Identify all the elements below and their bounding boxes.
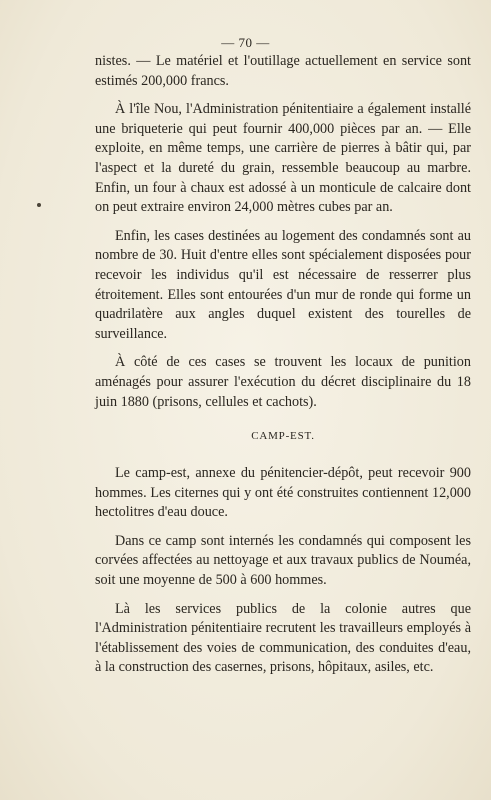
paragraph: Dans ce camp sont internés les condamnés qui composent les corvées affectées au nettoyage et aux travaux publics de Nouméa, soit une moyenne de 500 à 600 hommes. [95,532,471,588]
paragraph: nistes. — Le matériel et l'outillage actuellement en service sont estimés 200,000 francs. [95,53,471,89]
text-block-bottom [95,464,471,687]
paragraph: Le camp-est, annexe du pénitencier-dépôt, peut recevoir 900 hommes. Les citernes qui y ont été construites contiennent 12,000 hectolitres d'eau douce. [95,465,471,521]
ink-spot [37,203,41,207]
paragraph: À côté de ces cases se trouvent les locaux de punition aménagés pour assurer l'exécution du décret disciplinaire du 18 juin 1880 (prisons, cellules et cachots). [95,354,471,410]
paragraph: À l'île Nou, l'Administration pénitentiaire a également installé une briqueterie qui peut fournir 400,000 pièces par an. — Elle exploite, en même temps, une carrière de pierres à bâtir qui, par l'aspect et la dureté du grain, ressemble beaucoup au marbre. Enfin, un four à chaux est adossé à un monticule de calcaire dont on peut extraire environ 24,000 mètres cubes par an. [95,101,471,216]
paragraph: Enfin, les cases destinées au logement des condamnés sont au nombre de 30. Huit d'entre elles sont spécialement disposées pour recevoir les individus qu'il est nécessaire de resserrer plus étroitement. Elles sont entourées d'un mur de ronde qui forme un quadrilatère aux angles duquel existent des tourelles de surveillance. [95,227,471,342]
page-number: — 70 — [221,35,270,50]
section-heading: CAMP-EST. [251,430,315,442]
text-block-top [95,52,471,421]
paragraph: Là les services publics de la colonie autres que l'Administration pénitentiaire recrutent les travailleurs employés à l'établissement des voies de communication, des conduites d'eau, à la construction des casernes, prisons, hôpitaux, asiles, etc. [95,600,471,676]
